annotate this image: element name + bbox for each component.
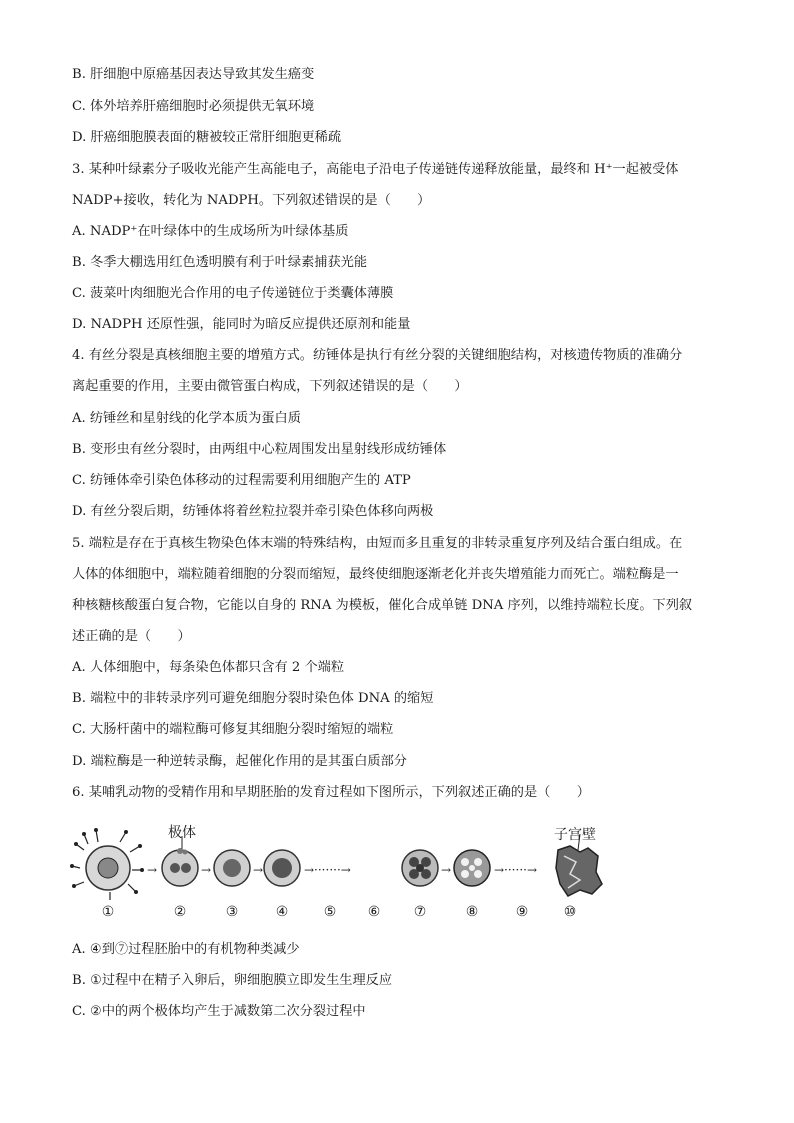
fertilization-egg-icon — [70, 828, 144, 900]
polar-body-label: 极体 — [168, 825, 196, 841]
morula-icon — [402, 850, 438, 886]
text-line: A. NADP⁺在叶绿体中的生成场所为叶绿体基质 — [72, 224, 349, 239]
text-line: A. 纺锤丝和星射线的化学本质为蛋白质 — [72, 411, 301, 426]
stage-number: ④ — [275, 904, 289, 920]
text-line: 5. 端粒是存在于真核生物染色体末端的特殊结构，由短而多且重复的非转录重复序列及结合蛋白组成。在 — [72, 536, 683, 551]
text-line: B. ①过程中在精子入卵后，卵细胞膜立即发生生理反应 — [72, 973, 393, 988]
text-line: D. 端粒酶是一种逆转录酶，起催化作用的是其蛋白质部分 — [72, 754, 407, 769]
svg-text:→: → — [147, 863, 158, 877]
stage-number: ⑦ — [413, 904, 427, 920]
text-line: B. 端粒中的非转录序列可避免细胞分裂时染色体 DNA 的缩短 — [72, 691, 434, 706]
uterus-wall-label: 子宫壁 — [554, 827, 596, 843]
embryo-development-diagram — [70, 822, 630, 922]
svg-text:→: → — [201, 863, 212, 877]
stage-number: ⑧ — [465, 904, 479, 920]
stage-number: ① — [101, 904, 115, 920]
stage-number: ⑨ — [515, 904, 529, 920]
text-line: 离起重要的作用，主要由微管蛋白构成，下列叙述错误的是（ ） — [72, 379, 468, 394]
stage-number: ⑤ — [323, 904, 337, 920]
two-cell-embryo-icon — [214, 850, 250, 886]
text-line: B. 变形虫有丝分裂时，由两组中心粒周围发出星射线形成纺锤体 — [72, 442, 447, 457]
text-line: A. ④到⑦过程胚胎中的有机物种类减少 — [72, 942, 300, 957]
text-line: C. 大肠杆菌中的端粒酶可修复其细胞分裂时缩短的端粒 — [72, 722, 394, 737]
stage-number: ⑩ — [563, 904, 577, 920]
embryo-development-figure — [70, 822, 630, 922]
zygote-icon — [162, 836, 198, 886]
blastocyst-icon — [454, 850, 490, 886]
text-line: C. 菠菜叶肉细胞光合作用的电子传递链位于类囊体薄膜 — [72, 286, 394, 301]
text-line: 4. 有丝分裂是真核细胞主要的增殖方式。纺锤体是执行有丝分裂的关键细胞结构，对核遗传物质的准确分 — [72, 348, 683, 363]
text-line: A. 人体细胞中，每条染色体都只含有 2 个端粒 — [72, 660, 345, 675]
text-line: C. 纺锤体牵引染色体移动的过程需要利用细胞产生的 ATP — [72, 473, 411, 488]
text-line: C. ②中的两个极体均产生于减数第二次分裂过程中 — [72, 1004, 366, 1019]
svg-text:→: → — [253, 863, 264, 877]
text-line: 人体的体细胞中，端粒随着细胞的分裂而缩短，最终使细胞逐渐老化并丧失增殖能力而死亡。端粒酶是一 — [72, 567, 679, 582]
text-line: B. 肝细胞中原癌基因表达导致其发生癌变 — [72, 67, 315, 82]
four-cell-embryo-icon — [264, 850, 300, 886]
text-line: D. NADPH 还原性强，能同时为暗反应提供还原剂和能量 — [72, 317, 411, 332]
text-line: 6. 某哺乳动物的受精作用和早期胚胎的发育过程如下图所示，下列叙述正确的是（ ） — [72, 785, 590, 800]
text-line: 述正确的是（ ） — [72, 629, 191, 644]
stage-number: ⑥ — [367, 904, 381, 920]
svg-text:→: → — [441, 863, 452, 877]
svg-text:→·······→: →·······→ — [304, 863, 351, 877]
stage-number: ③ — [225, 904, 239, 920]
text-line: NADP+接收，转化为 NADPH。下列叙述错误的是（ ） — [72, 193, 431, 208]
text-line: B. 冬季大棚选用红色透明膜有利于叶绿素捕获光能 — [72, 255, 368, 270]
svg-text:→······→: →······→ — [494, 863, 537, 877]
stage-number: ② — [173, 904, 187, 920]
text-line: D. 有丝分裂后期，纺锤体将着丝粒拉裂并牵引染色体移向两极 — [72, 504, 434, 519]
text-line: 3. 某种叶绿素分子吸收光能产生高能电子，高能电子沿电子传递链传递释放能量，最终和 H⁺一起被受体 — [72, 162, 679, 177]
text-line: D. 肝癌细胞膜表面的糖被较正常肝细胞更稀疏 — [72, 130, 342, 145]
text-line: 种核糖核酸蛋白复合物，它能以自身的 RNA 为模板，催化合成单链 DNA 序列，以维持端粒长度。下列叙 — [72, 598, 693, 613]
text-line: C. 体外培养肝癌细胞时必须提供无氧环境 — [72, 99, 315, 114]
